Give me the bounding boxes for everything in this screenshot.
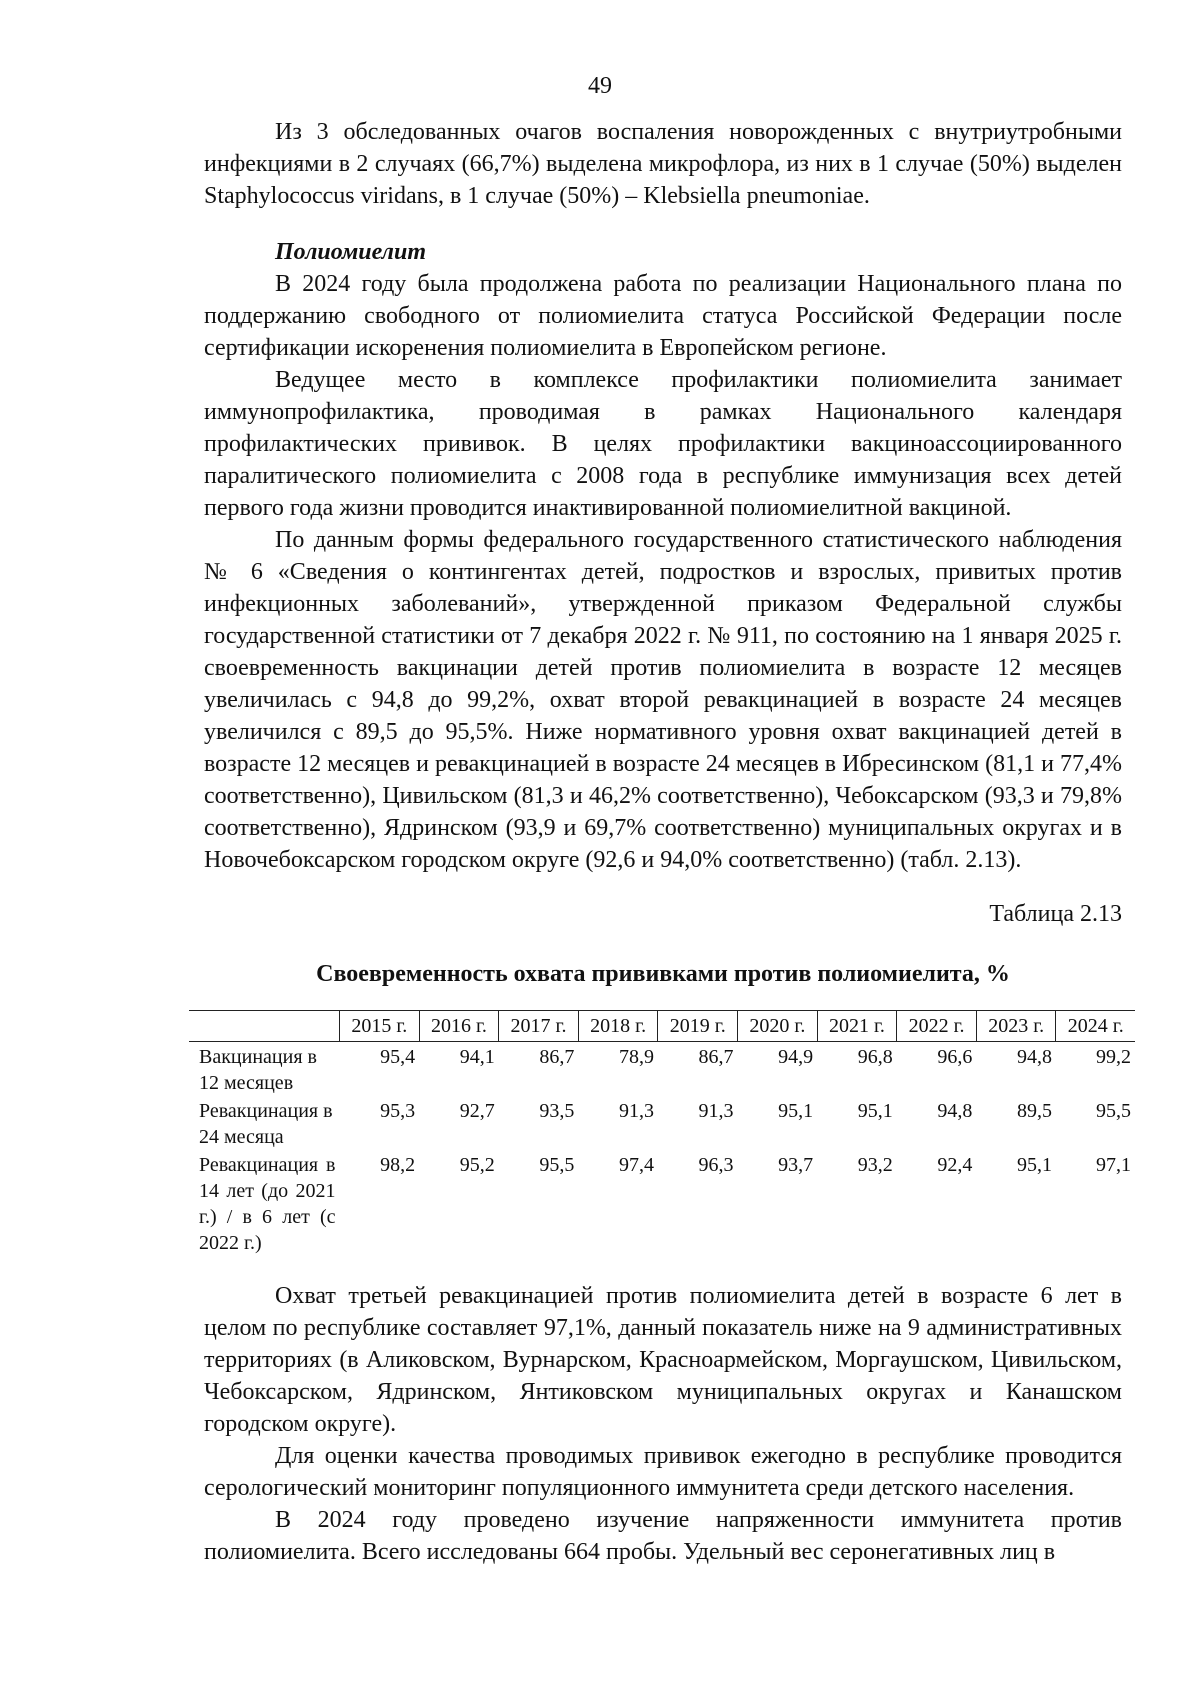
paragraph: В 2024 году была продолжена работа по реализации Национального плана по поддержанию свободного от полиомиелита статуса Российской Федерации после сертификации искоренения полиомиелита в Европейском регионе. [204,271,1122,361]
after-table-section [204,1280,1122,1568]
table-cell: 97,4 [618,1154,654,1176]
table-title: Своевременность охвата прививками против полиомиелита, % [316,961,1010,987]
table-cell: 78,9 [618,1046,654,1068]
table-cell: 92,4 [937,1154,973,1176]
page-number: 49 [588,73,612,99]
table-cell: 95,5 [1096,1100,1131,1122]
table-row [189,1042,1135,1097]
column-header: 2019 г. [658,1011,738,1042]
table-cell: 95,4 [380,1046,416,1068]
table-row [189,1150,1135,1256]
row-label: Вакцинация в 12 месяцев [199,1046,317,1094]
table-cell: 93,5 [539,1100,575,1122]
column-header: 2015 г. [340,1011,420,1042]
table-cell: 95,3 [380,1100,416,1122]
table-cell: 96,6 [937,1046,973,1068]
paragraph: Ведущее место в комплексе профилактики полиомиелита занимает иммунопрофилактика, проводимая в рамках Национального календаря профилактических прививок. В целях профилактики вакциноассоциированного паралитического полиомиелита с 2008 года в республике иммунизация всех детей первого года жизни проводится инактивированной полиомиелитной вакциной. [204,367,1122,521]
table-cell: 95,1 [857,1100,893,1122]
table-row [189,1096,1135,1150]
table-cell: 93,2 [857,1154,893,1176]
table-cell: 91,3 [698,1100,734,1122]
row-label: Ревакцинация в 24 месяца [199,1100,333,1148]
table-cell: 92,7 [459,1100,495,1122]
table-cell: 95,1 [778,1100,814,1122]
table-corner-cell [189,1011,340,1042]
vaccination-table [189,1010,1135,1256]
column-header: 2021 г. [817,1011,897,1042]
paragraph: Охват третьей ревакцинацией против полиомиелита детей в возрасте 6 лет в целом по республике составляет 97,1%, данный показатель ниже на 9 административных территориях (в Аликовском, Вурнарском, Красноармейском, Моргаушском, Цивильском, Чебоксарском, Ядринском, Янтиковском муниципальных округах и Канашском городском округе). [204,1283,1122,1437]
column-header: 2017 г. [499,1011,579,1042]
table-cell: 98,2 [380,1154,416,1176]
column-header: 2016 г. [419,1011,499,1042]
column-header: 2018 г. [578,1011,658,1042]
section-heading: Полиомиелит [275,239,426,265]
table-cell: 95,5 [539,1154,575,1176]
table-cell: 86,7 [698,1046,734,1068]
column-header: 2020 г. [738,1011,818,1042]
table-cell: 96,3 [698,1154,734,1176]
table-cell: 89,5 [1016,1100,1052,1122]
table-cell: 95,2 [459,1154,495,1176]
table-cell: 99,2 [1096,1046,1131,1068]
table-cell: 94,8 [937,1100,973,1122]
table-header-row [189,1011,1135,1042]
polio-section [204,236,1122,876]
paragraph: По данным формы федерального государственного статистического наблюдения № 6 «Сведения о контингентах детей, подростков и взрослых, привитых против инфекционных заболеваний», утвержденной приказом Федеральной службы государственной статистики от 7 декабря 2022 г. № 911, по состоянию на 1 января 2025 г. своевременность вакцинации детей против полиомиелита в возрасте 12 месяцев увеличилась с 94,8 до 99,2%, охват второй ревакцинацией в возрасте 24 месяцев увеличился с 89,5 до 95,5%. Ниже нормативного уровня охват вакцинацией детей в возрасте 12 месяцев и ревакцинацией в возрасте 24 месяцев в Ибресинском (81,1 и 77,4% соответственно), Цивильском (81,3 и 46,2% соответственно), Чебоксарском (93,3 и 79,8% соответственно), Ядринском (93,9 и 69,7% соответственно) муниципальных округах и в Новочебоксарском городском округе (92,6 и 94,0% соответственно) (табл. 2.13). [204,527,1122,873]
column-header: 2024 г. [1056,1011,1135,1042]
table-cell: 93,7 [778,1154,814,1176]
table-cell: 96,8 [857,1046,893,1068]
column-header: 2022 г. [897,1011,977,1042]
table-cell: 94,8 [1016,1046,1052,1068]
table-label: Таблица 2.13 [989,901,1122,927]
table-cell: 95,1 [1016,1154,1052,1176]
paragraph: В 2024 году проведено изучение напряженности иммунитета против полиомиелита. Всего исследованы 664 пробы. Удельный вес серонегативных лиц в [204,1507,1122,1565]
intro-section [204,116,1122,212]
table-cell: 91,3 [618,1100,654,1122]
table-cell: 94,9 [778,1046,814,1068]
table-cell: 94,1 [459,1046,495,1068]
table-cell: 86,7 [539,1046,575,1068]
paragraph: Для оценки качества проводимых прививок ежегодно в республике проводится серологический мониторинг популяционного иммунитета среди детского населения. [204,1443,1122,1501]
table-cell: 97,1 [1096,1154,1131,1176]
intro-paragraph: Из 3 обследованных очагов воспаления новорожденных с внутриутробными инфекциями в 2 случаях (66,7%) выделена микрофлора, из них в 1 случае (50%) выделен Staphylococcus viridans, в 1 случае (50%) – Klebsiella pneumoniae. [204,119,1122,209]
row-label: Ревакцинация в 14 лет (до 2021 г.) / в 6 лет (с 2022 г.) [199,1154,336,1254]
column-header: 2023 г. [976,1011,1056,1042]
